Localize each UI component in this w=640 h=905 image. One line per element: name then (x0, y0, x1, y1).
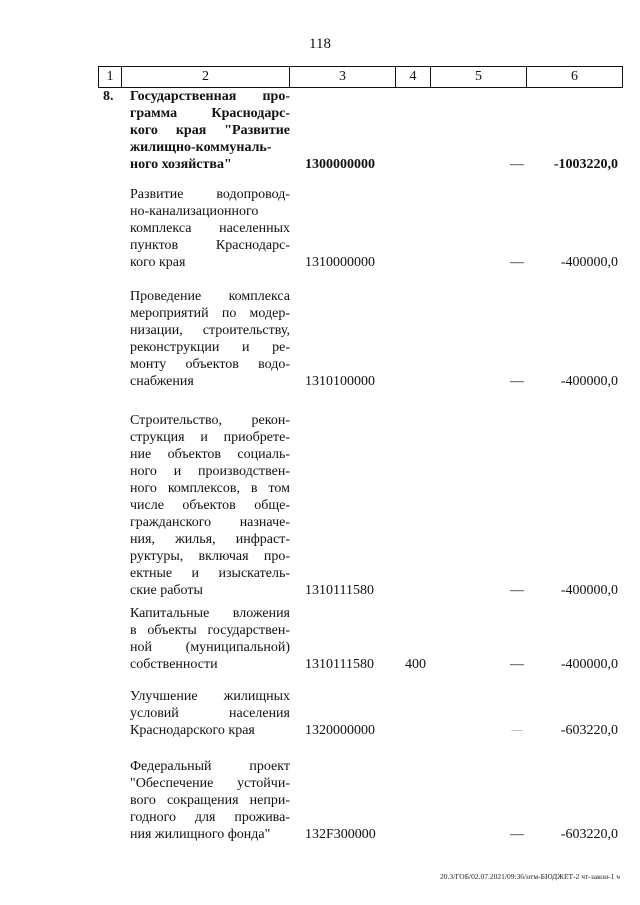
row-amount: -1003220,0 (553, 157, 618, 172)
row-name (130, 605, 290, 673)
row-dash: — (510, 374, 524, 389)
row-name-line: струкция и приобрете- (130, 430, 290, 445)
row-name-line: Краснодарского края (130, 723, 255, 738)
row-name-line: ектные и изыскатель- (130, 566, 290, 581)
row-code: 1300000000 (305, 157, 375, 172)
row-name-line: Проведение комплекса (130, 289, 290, 304)
row-name-line: монту объектов водо- (130, 357, 290, 372)
row-name (130, 758, 290, 843)
row-name-line: гражданского назначе- (130, 515, 290, 530)
row-name-line: руктуры, включая про- (130, 549, 290, 564)
row-code: 1310000000 (305, 255, 375, 270)
row-name (130, 88, 290, 173)
row-amount: -603220,0 (560, 827, 618, 842)
row-name-line: ния жилищного фонда" (130, 827, 271, 842)
row-amount: -400000,0 (560, 255, 618, 270)
row-expense-type: 400 (405, 657, 426, 672)
header-col-3: 3 (290, 67, 396, 87)
header-col-1: 1 (99, 67, 122, 87)
row-name-line: Улучшение жилищных (130, 689, 290, 704)
page-number: 118 (309, 36, 331, 52)
row-amount: -603220,0 (560, 723, 618, 738)
row-code: 1310100000 (305, 374, 375, 389)
row-name-line: в объекты государствен- (130, 623, 290, 638)
footer-stamp: 20.3/ГОБ/02.07.2021/09:36/нтм-БЮДЖЕТ-2 чт-закон-1 ч (439, 872, 620, 881)
row-dash: — (511, 724, 523, 736)
row-amount: -400000,0 (560, 374, 618, 389)
row-code: 1320000000 (305, 723, 375, 738)
table-header-row (98, 66, 623, 88)
row-number: 8. (103, 89, 114, 104)
row-name-line: кого края "Развитие (130, 123, 290, 138)
row-name-line: реконструкции и ре- (130, 340, 290, 355)
row-amount: -400000,0 (560, 583, 618, 598)
row-name-line: условий населения (130, 706, 290, 721)
row-name-line: годного для прожива- (130, 810, 290, 825)
row-name-line: комплекса населенных (130, 221, 290, 236)
row-name (130, 412, 290, 599)
row-name-line: Строительство, рекон- (130, 413, 290, 428)
row-name-line: ной (муниципальной) (130, 640, 290, 655)
row-name-line: ного комплексов, в том (130, 481, 290, 496)
row-amount: -400000,0 (560, 657, 618, 672)
row-name-line: пунктов Краснодарс- (130, 238, 290, 253)
header-col-6: 6 (527, 67, 623, 87)
row-name-line: Государственная про- (130, 89, 290, 104)
row-dash: — (510, 583, 524, 598)
row-dash: — (510, 157, 524, 172)
row-name-line: собственности (130, 657, 218, 672)
row-name-line: мероприятий по модер- (130, 306, 290, 321)
row-name-line: низации, строительству, (130, 323, 290, 338)
header-col-5: 5 (431, 67, 527, 87)
row-code: 132F300000 (305, 827, 376, 842)
header-col-4: 4 (396, 67, 431, 87)
row-dash: — (510, 657, 524, 672)
row-name-line: ние объектов социаль- (130, 447, 290, 462)
row-name (130, 288, 290, 390)
row-name-line: жилищно-коммуналь- (130, 140, 272, 155)
row-name-line: числе объектов обще- (130, 498, 290, 513)
row-name-line: ного и производствен- (130, 464, 290, 479)
row-name (130, 186, 290, 271)
row-code: 1310111580 (305, 657, 374, 672)
row-name-line: снабжения (130, 374, 194, 389)
row-name-line: Капитальные вложения (130, 606, 290, 621)
header-col-2: 2 (122, 67, 290, 87)
row-name-line: вого сокращения непри- (130, 793, 290, 808)
row-dash: — (510, 827, 524, 842)
row-dash: — (510, 255, 524, 270)
row-name-line: Развитие водопровод- (130, 187, 290, 202)
row-name-line: кого края (130, 255, 186, 270)
row-name-line: ного хозяйства" (130, 157, 232, 172)
row-name-line: но-канализационного (130, 204, 259, 219)
row-code: 1310111580 (305, 583, 374, 598)
row-name-line: "Обеспечение устойчи- (130, 776, 290, 791)
row-name (130, 688, 290, 739)
row-name-line: ские работы (130, 583, 203, 598)
row-name-line: Федеральный проект (130, 759, 290, 774)
row-name-line: грамма Краснодарс- (130, 106, 290, 121)
row-name-line: ния, жилья, инфраст- (130, 532, 290, 547)
